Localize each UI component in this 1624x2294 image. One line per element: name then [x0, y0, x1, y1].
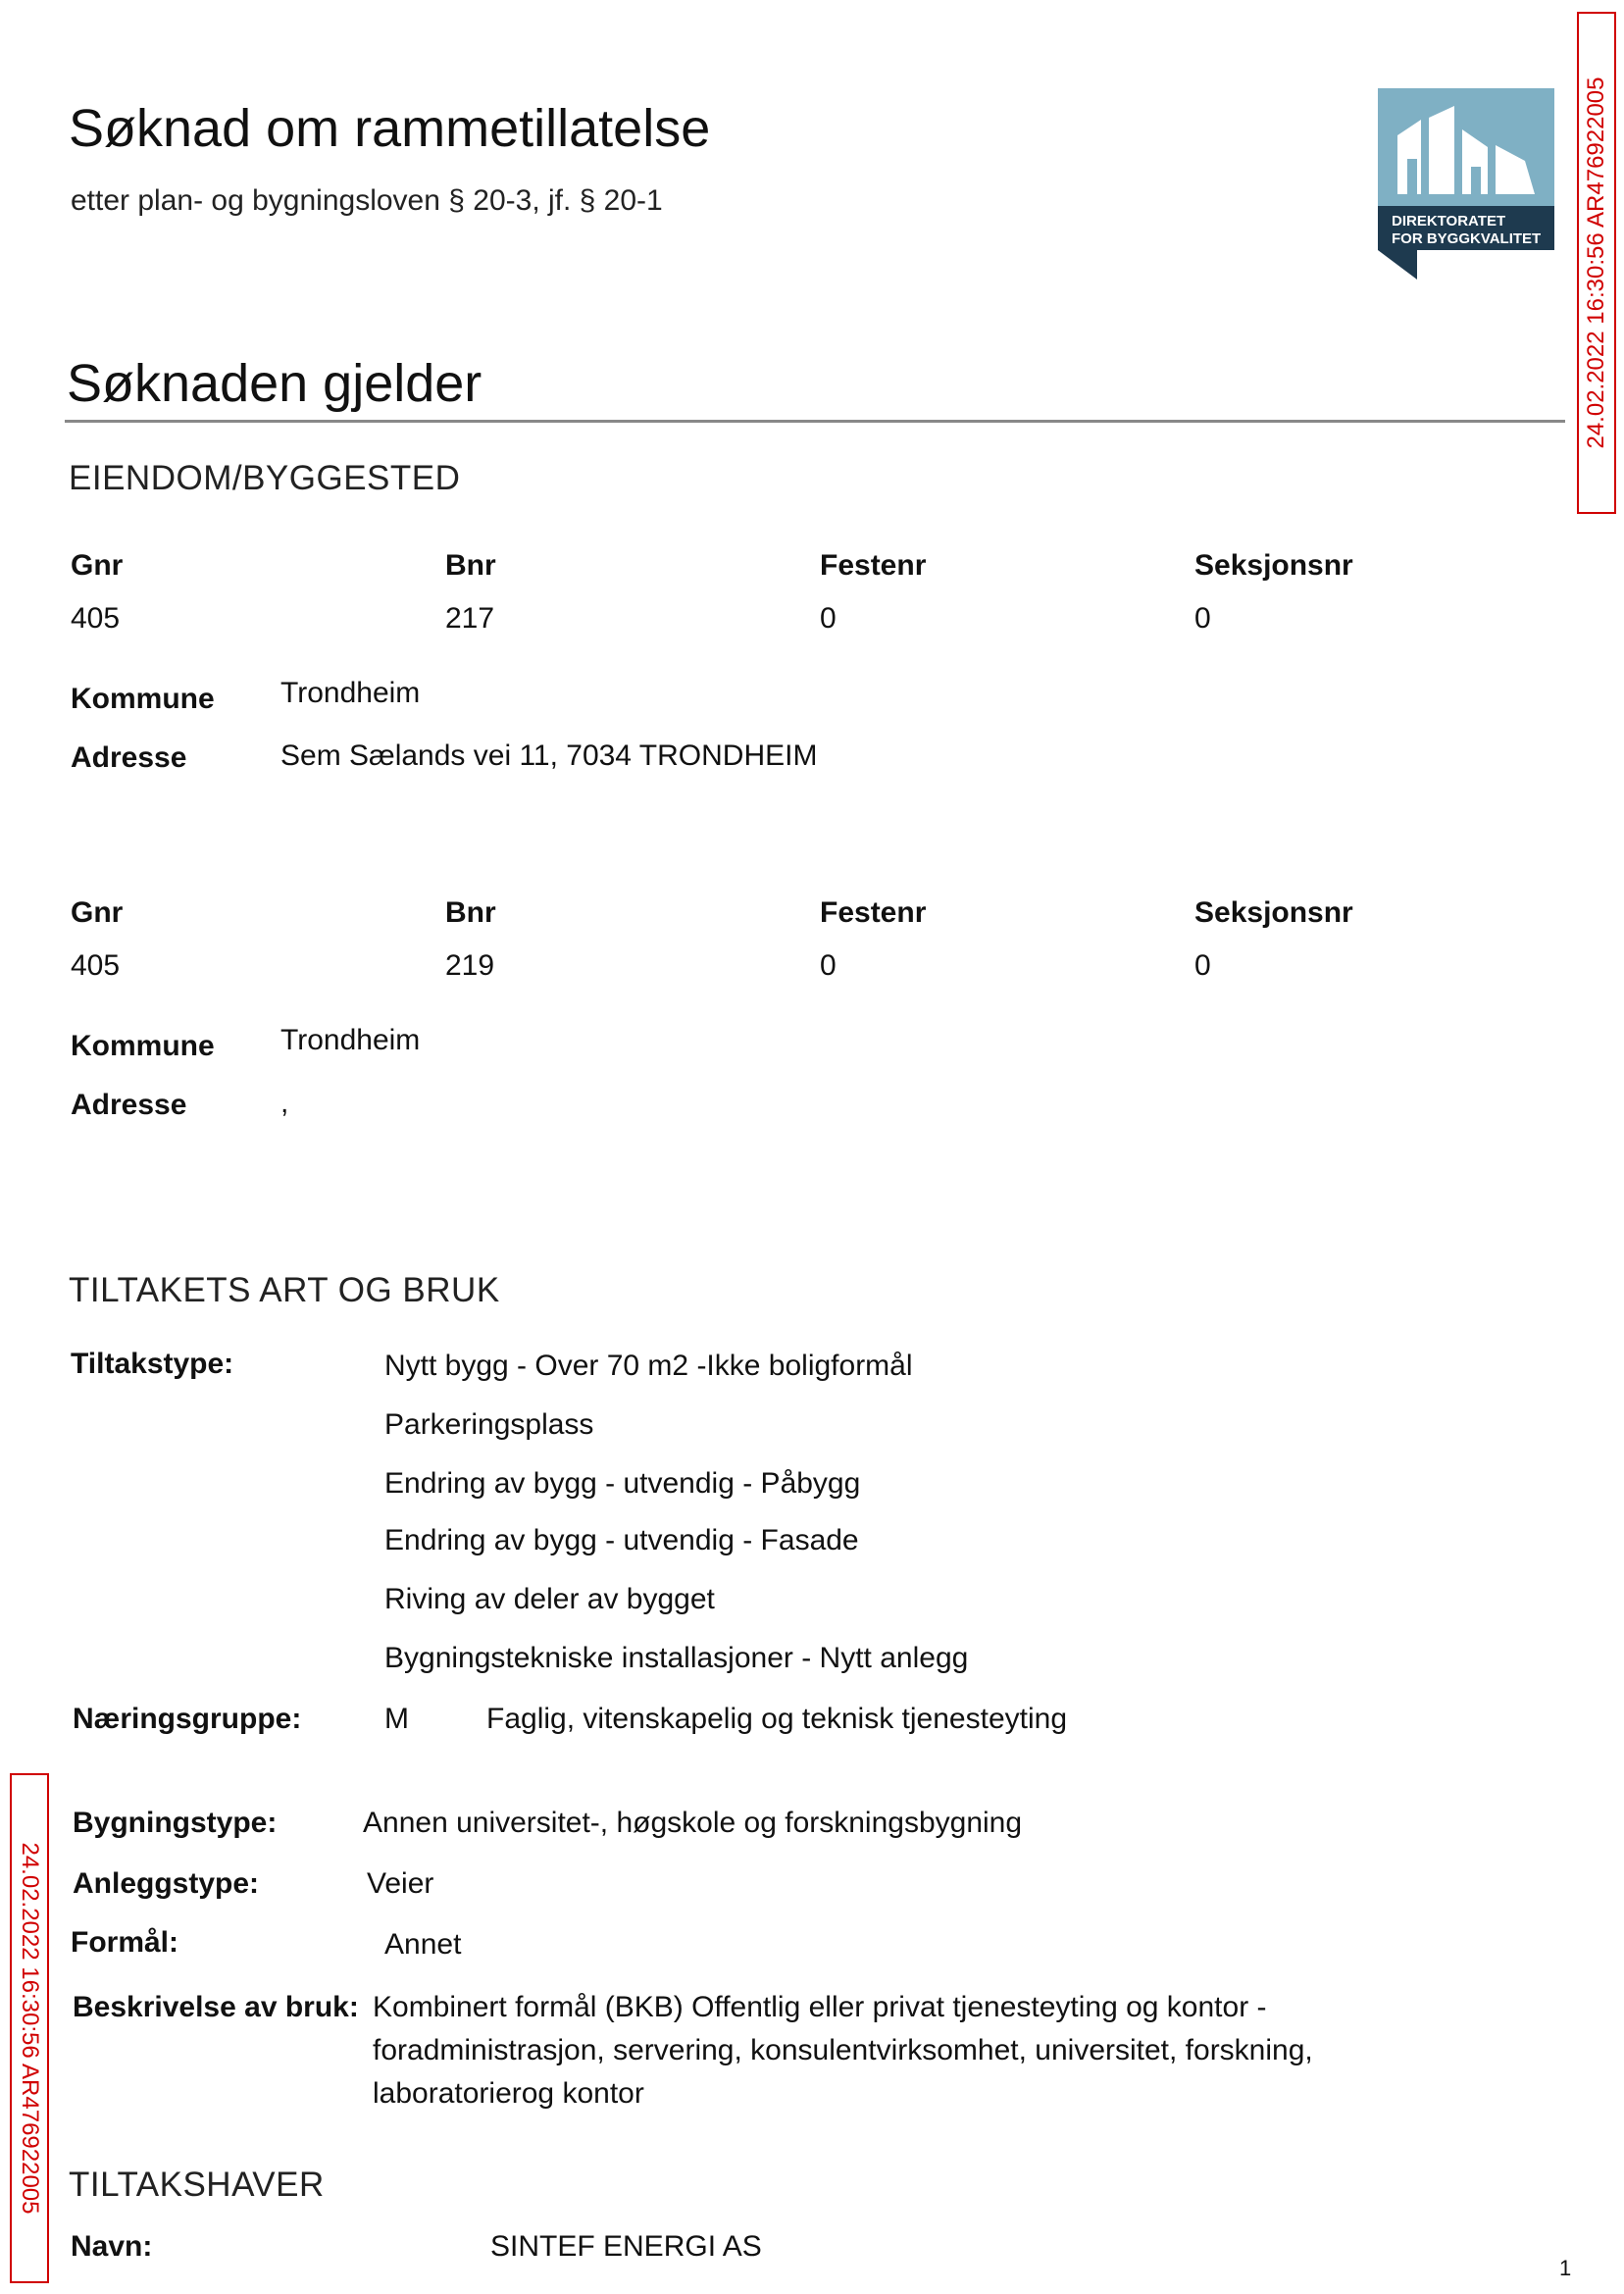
- bygningstype-value: Annen universitet-, høgskole og forskningsbygning: [363, 1807, 1023, 1839]
- property-heading: EIENDOM/BYGGESTED: [69, 459, 461, 497]
- beskrivelse-line: laboratorierog kontor: [373, 2077, 644, 2110]
- stamp-text: 24.02.2022 16:30:56 AR476922005: [1583, 76, 1609, 449]
- navn-label: Navn:: [71, 2230, 153, 2263]
- navn-value: SINTEF ENERGI AS: [490, 2230, 762, 2263]
- seksjonsnr-value: 0: [1194, 602, 1211, 635]
- gnr-label: Gnr: [71, 549, 124, 582]
- document-subtitle: etter plan- og bygningsloven § 20-3, jf. § 20-1: [71, 184, 663, 217]
- gnr-value: 405: [71, 949, 121, 982]
- kommune-value: Trondheim: [280, 1024, 421, 1056]
- tiltakstype-item: Riving av deler av bygget: [384, 1583, 715, 1615]
- timestamp-stamp-left: [10, 1773, 49, 2283]
- festenr-value: 0: [820, 602, 837, 635]
- festenr-label: Festenr: [820, 549, 927, 582]
- seksjonsnr-label: Seksjonsnr: [1194, 549, 1353, 582]
- beskrivelse-line: Kombinert formål (BKB) Offentlig eller privat tjenesteyting og kontor -: [373, 1991, 1267, 2023]
- naeringsgruppe-code: M: [384, 1703, 409, 1735]
- seksjonsnr-value: 0: [1194, 949, 1211, 982]
- bnr-value: 219: [445, 949, 495, 982]
- festenr-value: 0: [820, 949, 837, 982]
- anleggstype-label: Anleggstype:: [73, 1867, 260, 1900]
- anleggstype-value: Veier: [367, 1867, 434, 1900]
- formal-value: Annet: [384, 1928, 462, 1961]
- tiltakstype-label: Tiltakstype:: [71, 1348, 234, 1380]
- dibk-logo: [1378, 88, 1554, 280]
- document-title: Søknad om rammetillatelse: [69, 99, 711, 158]
- section-title: Søknaden gjelder: [67, 354, 482, 413]
- adresse-value: ,: [280, 1087, 289, 1119]
- kommune-label: Kommune: [71, 1030, 215, 1062]
- kommune-label: Kommune: [71, 683, 215, 715]
- bnr-value: 217: [445, 602, 495, 635]
- festenr-label: Festenr: [820, 896, 927, 929]
- adresse-label: Adresse: [71, 741, 187, 774]
- logo-text-line2: FOR BYGGKVALITET: [1392, 230, 1542, 247]
- beskrivelse-label: Beskrivelse av bruk:: [73, 1991, 359, 2023]
- gnr-label: Gnr: [71, 896, 124, 929]
- section-divider: [65, 420, 1565, 423]
- bnr-label: Bnr: [445, 549, 496, 582]
- beskrivelse-line: foradministrasjon, servering, konsulentvirksomhet, universitet, forskning,: [373, 2034, 1313, 2066]
- gnr-value: 405: [71, 602, 121, 635]
- tiltakstype-item: Bygningstekniske installasjoner - Nytt anlegg: [384, 1642, 969, 1674]
- tiltakshaver-heading: TILTAKSHAVER: [69, 2166, 325, 2204]
- bygningstype-label: Bygningstype:: [73, 1807, 278, 1839]
- naeringsgruppe-text: Faglig, vitenskapelig og teknisk tjenesteyting: [486, 1703, 1068, 1735]
- bnr-label: Bnr: [445, 896, 496, 929]
- seksjonsnr-label: Seksjonsnr: [1194, 896, 1353, 929]
- tiltak-heading: TILTAKETS ART OG BRUK: [69, 1271, 500, 1309]
- timestamp-stamp-right: [1577, 12, 1616, 514]
- dibk-logo-graphic: [1378, 88, 1554, 280]
- adresse-label: Adresse: [71, 1089, 187, 1121]
- stamp-text: 24.02.2022 16:30:56 AR476922005: [17, 1842, 43, 2215]
- logo-text-line1: DIREKTORATET: [1392, 213, 1506, 229]
- kommune-value: Trondheim: [280, 677, 421, 709]
- tiltakstype-item: Nytt bygg - Over 70 m2 -Ikke boligformål: [384, 1350, 913, 1382]
- tiltakstype-item: Parkeringsplass: [384, 1408, 594, 1441]
- naeringsgruppe-label: Næringsgruppe:: [73, 1703, 302, 1735]
- page-number: 1: [1559, 2256, 1572, 2280]
- adresse-value: Sem Sælands vei 11, 7034 TRONDHEIM: [280, 739, 818, 772]
- tiltakstype-item: Endring av bygg - utvendig - Fasade: [384, 1524, 859, 1556]
- formal-label: Formål:: [71, 1926, 179, 1959]
- tiltakstype-item: Endring av bygg - utvendig - Påbygg: [384, 1467, 861, 1500]
